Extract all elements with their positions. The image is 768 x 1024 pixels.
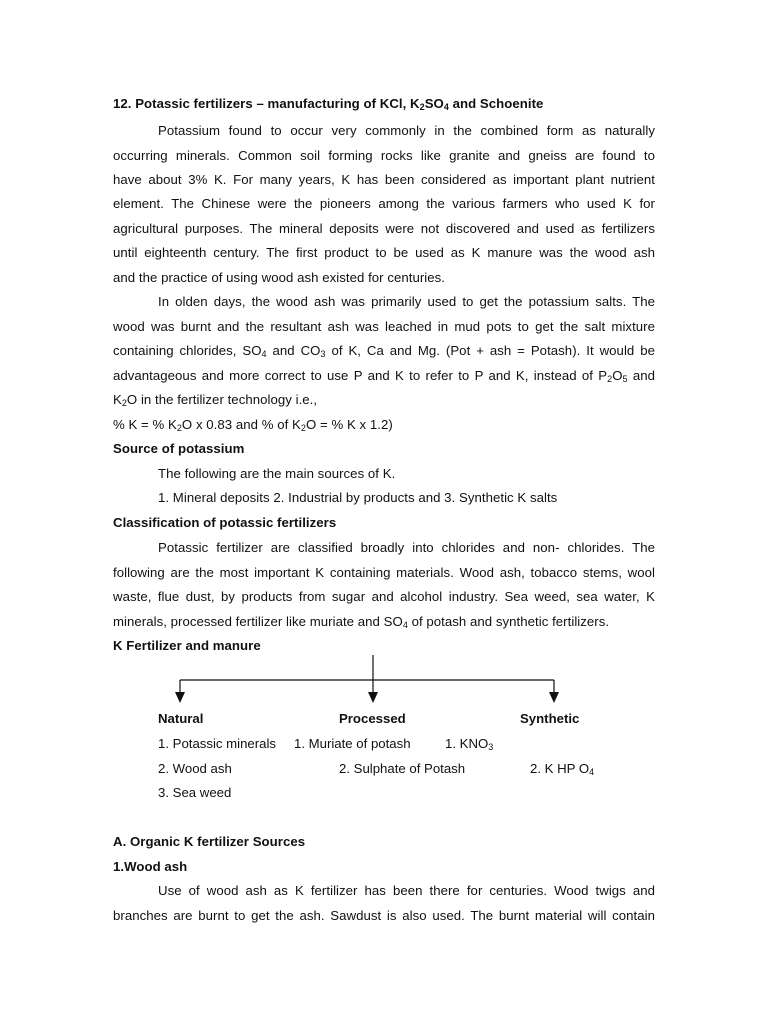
para2-line: wood was burnt and the resultant ash was leached in mud pots to get the salt mixture xyxy=(113,319,655,334)
tree-natural-label: Natural xyxy=(158,711,204,726)
arrow-down-icon xyxy=(549,692,559,703)
formula-line: % K = % $K_2O$ x 0.83 and % of $K_2O$ = % K x 1.2) xyxy=(113,417,393,433)
source-heading: Source of potassium xyxy=(113,441,245,456)
tree-processed-label: Processed xyxy=(339,711,406,726)
wood-ash-heading: 1.Wood ash xyxy=(113,859,188,874)
tree-heading: K Fertilizer and manure xyxy=(113,638,261,653)
para1-line: and the practice of using wood ash existed for centuries. xyxy=(113,270,445,285)
arrow-down-icon xyxy=(175,692,185,703)
synthetic-item: 1. $KNO_3$ xyxy=(445,736,494,752)
para1-line: element. The Chinese were the pioneers among the various farmers who used K for xyxy=(113,196,655,211)
processed-item: 2. Sulphate of Potash xyxy=(339,761,466,776)
para1-line: have about 3% K. For many years, K has been considered as important plant nutrient xyxy=(113,172,655,187)
natural-item: 1. Potassic minerals xyxy=(158,736,276,751)
classification-heading: Classification of potassic fertilizers xyxy=(113,515,337,530)
section-title: 12. Potassic fertilizers – manufacturing of KCl, $K_2SO_4$ and Schoenite xyxy=(113,96,544,112)
para1-line: occurring minerals. Common soil forming rocks like granite and gneiss are found to xyxy=(113,148,655,163)
para1-line: agricultural purposes. The mineral deposits were not discovered and used as fertilizers xyxy=(113,221,655,236)
para2-line: $K_2O$ in the fertilizer technology i.e., xyxy=(113,392,318,408)
tree-synthetic-label: Synthetic xyxy=(520,711,580,726)
para1-line: until eighteenth century. The first product to be used as K manure was the wood ash xyxy=(113,245,655,260)
natural-item: 3. Sea weed xyxy=(158,785,232,800)
classification-line: Potassic fertilizer are classified broadly into chlorides and non- chlorides. The xyxy=(158,540,655,555)
synthetic-item: 2. K HP $O_4$ xyxy=(530,761,595,777)
wood-ash-line: branches are burnt to get the ash. Sawdust is also used. The burnt material will contain xyxy=(113,908,655,923)
classification-line: minerals, processed fertilizer like muriate and $SO_4$ of potash and synthetic fertilizers. xyxy=(113,614,610,630)
processed-item: 1. Muriate of potash xyxy=(294,736,411,751)
para2-line: In olden days, the wood ash was primarily used to get the potassium salts. The xyxy=(158,294,655,309)
classification-line: waste, flue dust, by products from sugar and alcohol industry. Sea weed, sea water, K xyxy=(113,589,655,604)
wood-ash-line: Use of wood ash as K fertilizer has been there for centuries. Wood twigs and xyxy=(158,883,655,898)
source-intro: The following are the main sources of K. xyxy=(158,466,396,481)
natural-item: 2. Wood ash xyxy=(158,761,232,776)
para2-line: advantageous and more correct to use P and K to refer to P and K, instead of $P_2O_5$ and xyxy=(113,368,655,384)
para2-line: containing chlorides, $SO_4$ and $CO_3$ of K, Ca and Mg. (Pot + ash = Potash). It would be xyxy=(113,343,655,359)
para1-line: Potassium found to occur very commonly in the combined form as naturally xyxy=(158,123,655,138)
source-list: 1. Mineral deposits 2. Industrial by products and 3. Synthetic K salts xyxy=(158,490,558,505)
classification-line: following are the most important K containing materials. Wood ash, tobacco stems, wool xyxy=(113,565,655,580)
organic-heading: A. Organic K fertilizer Sources xyxy=(113,834,306,849)
arrow-down-icon xyxy=(368,692,378,703)
